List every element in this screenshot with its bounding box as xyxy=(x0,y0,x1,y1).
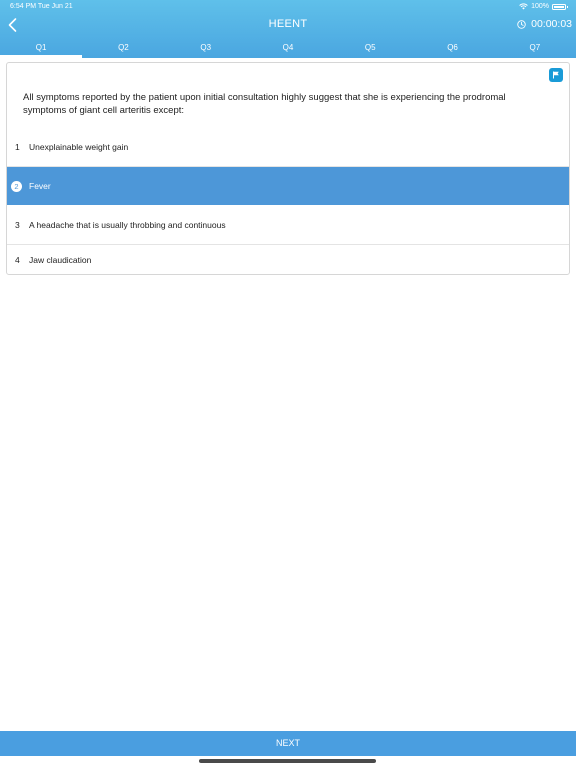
flag-icon xyxy=(552,71,560,79)
option-label: Fever xyxy=(29,181,51,191)
option-1[interactable] xyxy=(7,127,569,166)
status-bar xyxy=(0,0,576,14)
option-label: A headache that is usually throbbing and continuous xyxy=(29,219,226,230)
tab-q6[interactable]: Q6 xyxy=(447,43,458,52)
question-tabs xyxy=(0,40,576,58)
option-number: 3 xyxy=(15,219,20,230)
timer-value: 00:00:03 xyxy=(531,18,572,30)
nav-bar xyxy=(0,14,576,36)
question-text: All symptoms reported by the patient upon initial consultation highly suggest that she is experiencing the prodromal symptoms of giant cell arteritis except: xyxy=(23,92,506,116)
status-time: 6:54 PM Tue Jun 21 xyxy=(10,3,73,10)
question-card xyxy=(6,62,570,275)
tab-q7[interactable]: Q7 xyxy=(529,43,541,52)
battery-icon xyxy=(552,4,566,10)
clock-icon xyxy=(517,20,526,29)
option-2-selected[interactable] xyxy=(7,166,569,205)
header xyxy=(0,0,576,58)
battery-percent: 100% xyxy=(531,3,549,10)
timer xyxy=(517,18,572,30)
option-label: Jaw claudication xyxy=(29,254,92,265)
option-number: 4 xyxy=(15,254,20,265)
option-4[interactable] xyxy=(7,244,569,274)
option-3[interactable] xyxy=(7,205,569,244)
next-button[interactable]: NEXT xyxy=(0,731,576,756)
page-title: HEENT xyxy=(268,18,308,30)
status-right xyxy=(519,3,566,10)
flag-button[interactable] xyxy=(549,68,563,82)
tab-q2[interactable]: Q2 xyxy=(118,43,129,52)
tab-q3[interactable]: Q3 xyxy=(200,43,212,52)
option-number-selected: 2 xyxy=(11,181,22,192)
tab-q5[interactable]: Q5 xyxy=(364,43,376,52)
tab-q4[interactable]: Q4 xyxy=(282,43,294,52)
option-label: Unexplainable weight gain xyxy=(29,141,129,152)
wifi-icon xyxy=(519,3,528,10)
tab-q1[interactable]: Q1 xyxy=(0,40,82,58)
home-indicator xyxy=(199,759,376,763)
option-number: 1 xyxy=(15,141,20,152)
